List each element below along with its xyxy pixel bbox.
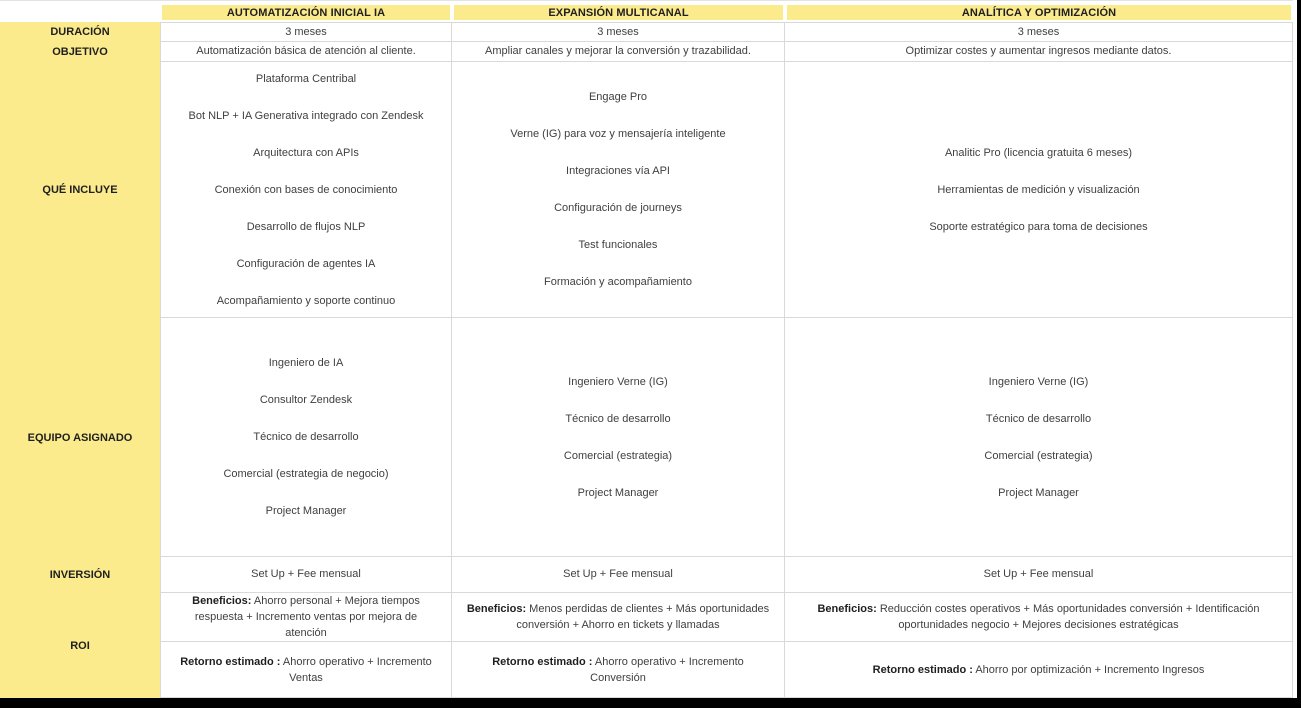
row-label-roi: ROI bbox=[70, 639, 90, 652]
duracion-cell-col1: 3 meses bbox=[160, 22, 452, 42]
retorno-label: Retorno estimado : bbox=[492, 655, 593, 668]
equipo-item: Comercial (estrategia) bbox=[984, 449, 1093, 462]
beneficios-text: Reducción costes operativos + Más oportunidades conversión + Identificación oportunidades negocio + Mejores decisiones estratégicas bbox=[879, 603, 1260, 631]
roi-beneficios-cell-col2 bbox=[452, 593, 785, 642]
retorno-label: Retorno estimado : bbox=[872, 663, 973, 676]
roi-retorno-cell-col2 bbox=[452, 642, 785, 698]
column-header-expansion: EXPANSIÓN MULTICANAL bbox=[454, 5, 783, 20]
incluye-item: Soporte estratégico para toma de decisiones bbox=[929, 220, 1148, 233]
equipo-cell-col1 bbox=[160, 318, 452, 557]
equipo-item: Técnico de desarrollo bbox=[565, 412, 671, 425]
roi-retorno-cell-col1 bbox=[160, 642, 452, 698]
que-incluye-cell-col1 bbox=[160, 62, 452, 318]
beneficios-text: Menos perdidas de clientes + Más oportunidades conversión + Ahorro en tickets y llamadas bbox=[516, 603, 770, 631]
equipo-item: Ingeniero de IA bbox=[268, 357, 344, 369]
inversion-cell-col2: Set Up + Fee mensual bbox=[452, 557, 785, 593]
duracion-cell-col3: 3 meses bbox=[785, 22, 1293, 42]
retorno-label: Retorno estimado : bbox=[180, 655, 281, 668]
roi-beneficios-cell-col1 bbox=[160, 593, 452, 642]
equipo-item: Comercial (estrategia) bbox=[563, 449, 673, 462]
incluye-item: Plataforma Centribal bbox=[255, 72, 357, 85]
beneficios-text: Ahorro personal + Mejora tiempos respuesta + Incremento ventas por mejora de atención bbox=[194, 595, 420, 639]
column-header-analitica: ANALÍTICA Y OPTIMIZACIÓN bbox=[787, 5, 1291, 20]
incluye-item: Analitic Pro (licencia gratuita 6 meses) bbox=[944, 146, 1133, 159]
incluye-item: Arquitectura con APIs bbox=[253, 146, 359, 159]
equipo-item: Técnico de desarrollo bbox=[253, 431, 359, 443]
que-incluye-cell-col3 bbox=[785, 62, 1293, 318]
retorno-text: Ahorro por optimización + Incremento Ingresos bbox=[975, 663, 1205, 676]
frame-bottom-black-strip bbox=[0, 698, 1301, 708]
retorno-text: Ahorro operativo + Incremento Conversión bbox=[590, 655, 744, 684]
inversion-cell-col1: Set Up + Fee mensual bbox=[160, 557, 452, 593]
duracion-cell-col2: 3 meses bbox=[452, 22, 785, 42]
beneficios-label: Beneficios: bbox=[466, 603, 527, 615]
column-header-automatizacion: AUTOMATIZACIÓN INICIAL IA bbox=[162, 5, 450, 20]
equipo-item: Project Manager bbox=[577, 486, 659, 499]
incluye-item: Acompañamiento y soporte continuo bbox=[216, 294, 396, 307]
beneficios-label: Beneficios: bbox=[192, 595, 252, 607]
incluye-item: Test funcionales bbox=[578, 239, 658, 251]
objetivo-cell-col3: Optimizar costes y aumentar ingresos mediante datos. bbox=[785, 42, 1293, 62]
equipo-cell-col2 bbox=[452, 318, 785, 557]
objetivo-cell-col1: Automatización básica de atención al cliente. bbox=[160, 42, 452, 62]
inversion-cell-col3: Set Up + Fee mensual bbox=[785, 557, 1293, 593]
incluye-item: Configuración de journeys bbox=[554, 202, 682, 214]
equipo-item: Ingeniero Verne (IG) bbox=[988, 375, 1089, 388]
incluye-item: Configuración de agentes IA bbox=[236, 257, 376, 270]
objetivo-cell-col2: Ampliar canales y mejorar la conversión y trazabilidad. bbox=[452, 42, 785, 62]
incluye-item: Bot NLP + IA Generativa integrado con Zendesk bbox=[188, 109, 424, 122]
incluye-item: Verne (IG) para voz y mensajería inteligente bbox=[510, 128, 726, 140]
frame-right-black-strip bbox=[1297, 0, 1301, 708]
beneficios-label: Beneficios: bbox=[817, 603, 877, 615]
equipo-item: Técnico de desarrollo bbox=[985, 412, 1092, 425]
incluye-item: Formación y acompañamiento bbox=[544, 276, 692, 288]
incluye-item: Herramientas de medición y visualización bbox=[937, 183, 1140, 196]
equipo-cell-col3 bbox=[785, 318, 1293, 557]
row-label-inversion: INVERSIÓN bbox=[49, 569, 111, 581]
que-incluye-cell-col2 bbox=[452, 62, 785, 318]
equipo-item: Ingeniero Verne (IG) bbox=[568, 375, 668, 388]
equipo-item: Consultor Zendesk bbox=[259, 394, 353, 406]
row-label-objetivo: OBJETIVO bbox=[52, 46, 108, 58]
incluye-item: Desarrollo de flujos NLP bbox=[246, 220, 366, 233]
retorno-text: Ahorro operativo + Incremento Ventas bbox=[282, 655, 432, 684]
row-label-que-incluye: QUÉ INCLUYE bbox=[42, 184, 118, 196]
row-label-equipo-asignado: EQUIPO ASIGNADO bbox=[27, 431, 133, 444]
roi-beneficios-cell-col3 bbox=[785, 593, 1293, 642]
equipo-item: Project Manager bbox=[998, 486, 1079, 499]
equipo-item: Project Manager bbox=[265, 505, 347, 517]
incluye-item: Conexión con bases de conocimiento bbox=[214, 183, 398, 196]
roi-retorno-cell-col3 bbox=[785, 642, 1293, 698]
row-label-duracion: DURACIÓN bbox=[50, 26, 110, 38]
incluye-item: Integraciones vía API bbox=[566, 165, 670, 177]
incluye-item: Engage Pro bbox=[588, 91, 648, 103]
equipo-item: Comercial (estrategia de negocio) bbox=[223, 468, 389, 480]
